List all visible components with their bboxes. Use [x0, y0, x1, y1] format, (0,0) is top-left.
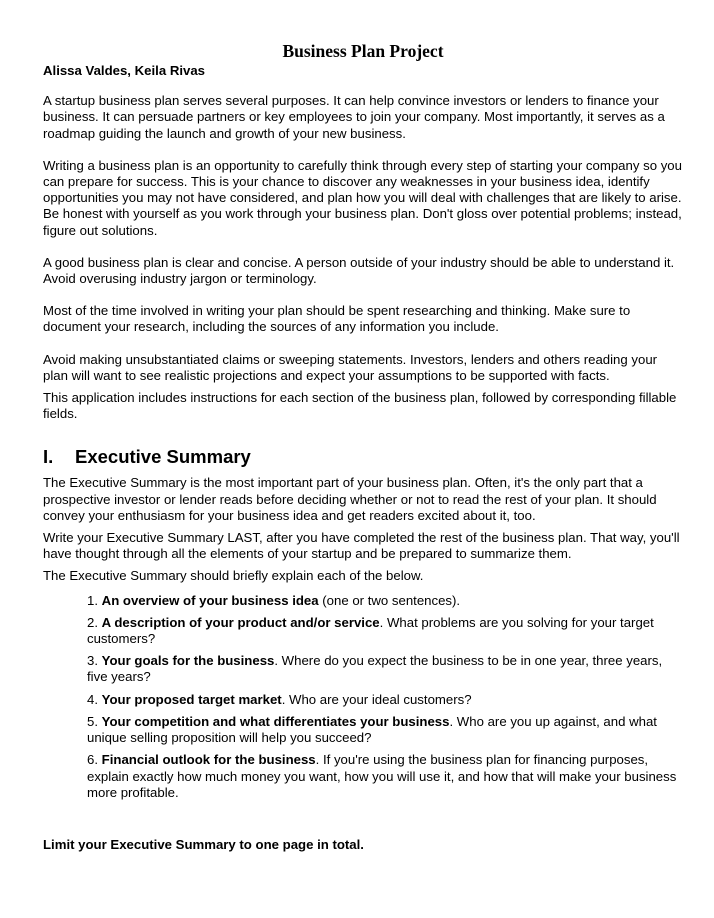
list-item-number: 6. [87, 752, 98, 768]
list-item-text: . What problems are you solving for your target customers? [87, 614, 654, 647]
list-item-number: 5. [87, 713, 98, 729]
list-item-bold: Financial outlook for the business [101, 752, 316, 768]
list-item [87, 714, 683, 746]
list-item-number: 3. [87, 653, 98, 669]
document-title: Business Plan Project [282, 41, 444, 61]
section-paragraph: The Executive Summary is the most important part of your business plan. Often, it's the only part that a prospective investor or lender reads before deciding whether or not to read the rest of your plan. It should convey your enthusiasm for your business idea and get readers excited about it, too. [43, 475, 657, 523]
list-item [87, 692, 683, 708]
list-item-text: (one or two sentences). [318, 592, 461, 608]
list-item-bold: Your competition and what differentiates your business [101, 713, 450, 729]
section-paragraph: Write your Executive Summary LAST, after you have completed the rest of the business plan. That way, you'll have thought through all the elements of your startup and be prepared to summarize them. [43, 530, 680, 562]
section-heading [43, 446, 683, 468]
list-item-number: 2. [87, 614, 98, 630]
list-item [87, 752, 683, 801]
list-item-bold: A description of your product and/or service [101, 614, 380, 630]
list-item-number: 4. [87, 691, 98, 707]
list-item-text: . Who are you up against, and what unique selling proposition will help you succeed? [87, 713, 657, 746]
intro-paragraph: Writing a business plan is an opportunity to carefully think through every step of starting your company so you can prepare for success. This is your chance to discover any weaknesses in your business idea, identify opportunities you may not have considered, and plan how you will deal with challenges that are likely to arise. Be honest with yourself as you work through your business plan. Don't gloss over potential problems; instead, figure out solutions. [43, 157, 682, 238]
section-paragraph: The Executive Summary should briefly explain each of the below. [43, 568, 424, 584]
intro-paragraph: Most of the time involved in writing your plan should be spent researching and thinking. Make sure to document your research, including the sources of any information you include. [43, 303, 631, 335]
list-item-text: . If you're using the business plan for financing purposes, explain exactly how much money you want, how you will use it, and how that will make your business more profitable. [87, 752, 677, 800]
limit-note: Limit your Executive Summary to one page in total. [43, 836, 364, 852]
document-authors: Alissa Valdes, Keila Rivas [43, 63, 206, 78]
intro-paragraph: A good business plan is clear and concise. A person outside of your industry should be able to understand it. Avoid overusing industry jargon or terminology. [43, 254, 675, 287]
list-item-text: . Where do you expect the business to be in one year, three years, five years? [87, 653, 663, 685]
list-item-number: 1. [87, 592, 98, 608]
document-page [43, 40, 683, 853]
list-item [87, 615, 683, 647]
list-item [87, 593, 683, 609]
list-item-text: . Who are your ideal customers? [281, 691, 472, 707]
list-item-bold: Your goals for the business [101, 653, 275, 669]
section-list [43, 593, 683, 801]
section-number: I. [43, 446, 54, 468]
intro-paragraph: Avoid making unsubstantiated claims or sweeping statements. Investors, lenders and others reading your plan will want to see realistic projections and expect your assumptions to be supported with facts. [43, 351, 658, 383]
list-item-bold: An overview of your business idea [101, 592, 319, 608]
section-title: Executive Summary [75, 446, 251, 468]
list-item [87, 653, 683, 685]
intro-paragraph: This application includes instructions for each section of the business plan, followed by corresponding fillable fields. [43, 390, 677, 422]
intro-paragraph: A startup business plan serves several purposes. It can help convince investors or lenders to finance your business. It can persuade partners or key employees to join your company. Most importantly, it serves as a roadmap guiding the launch and growth of your new business. [43, 93, 665, 141]
list-item-bold: Your proposed target market [101, 691, 282, 707]
